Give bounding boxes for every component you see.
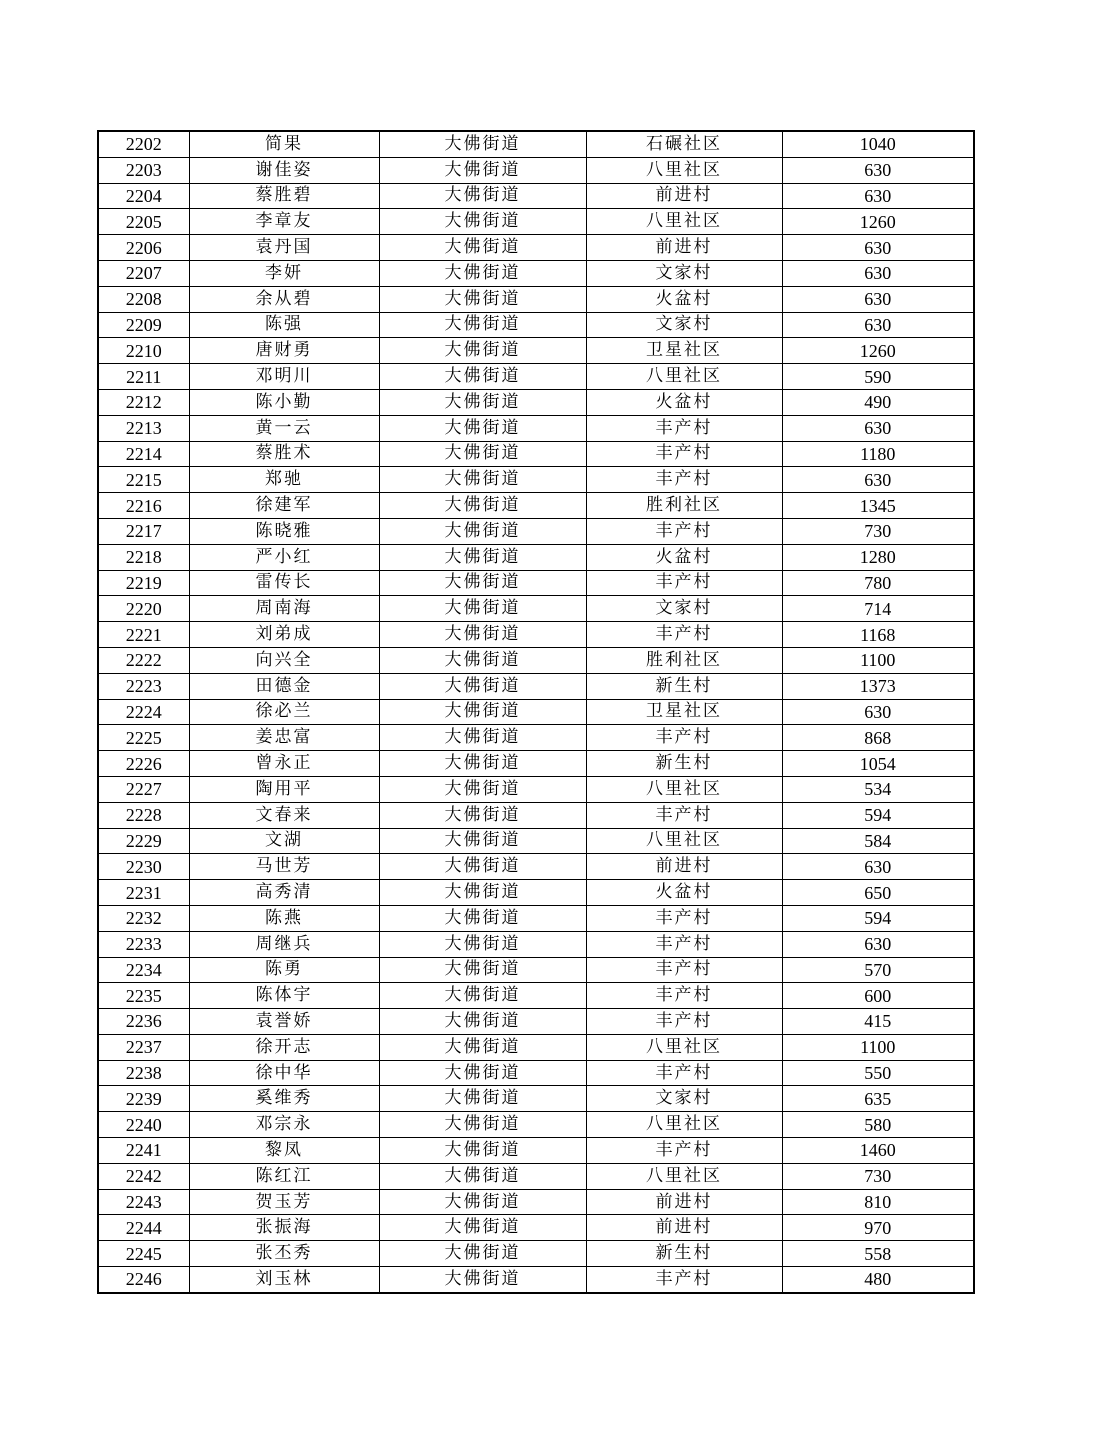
community-cell: 文家村: [586, 312, 782, 338]
street-cell: 大佛街道: [379, 983, 586, 1009]
community-cell: 前进村: [586, 854, 782, 880]
table-row: [98, 854, 974, 880]
row-number-cell: 2222: [98, 647, 189, 673]
row-number-cell: 2212: [98, 389, 189, 415]
row-number-cell: 2245: [98, 1241, 189, 1267]
amount-cell: 1460: [782, 1138, 974, 1164]
street-cell: 大佛街道: [379, 441, 586, 467]
name-cell: 文春来: [189, 802, 379, 828]
street-cell: 大佛街道: [379, 802, 586, 828]
row-number-cell: 2202: [98, 131, 189, 157]
amount-cell: 970: [782, 1215, 974, 1241]
table-row: [98, 209, 974, 235]
table-row: [98, 828, 974, 854]
table-row: [98, 1009, 974, 1035]
street-cell: 大佛街道: [379, 209, 586, 235]
street-cell: 大佛街道: [379, 260, 586, 286]
row-number-cell: 2208: [98, 286, 189, 312]
community-cell: 丰产村: [586, 1060, 782, 1086]
street-cell: 大佛街道: [379, 1241, 586, 1267]
community-cell: 胜利社区: [586, 493, 782, 519]
community-cell: 丰产村: [586, 983, 782, 1009]
amount-cell: 1345: [782, 493, 974, 519]
row-number-cell: 2238: [98, 1060, 189, 1086]
row-number-cell: 2216: [98, 493, 189, 519]
amount-cell: 590: [782, 364, 974, 390]
community-cell: 丰产村: [586, 518, 782, 544]
street-cell: 大佛街道: [379, 673, 586, 699]
community-cell: 八里社区: [586, 209, 782, 235]
name-cell: 李妍: [189, 260, 379, 286]
community-cell: 新生村: [586, 673, 782, 699]
name-cell: 徐中华: [189, 1060, 379, 1086]
community-cell: 前进村: [586, 1189, 782, 1215]
street-cell: 大佛街道: [379, 286, 586, 312]
community-cell: 丰产村: [586, 570, 782, 596]
row-number-cell: 2225: [98, 725, 189, 751]
street-cell: 大佛街道: [379, 518, 586, 544]
street-cell: 大佛街道: [379, 931, 586, 957]
community-cell: 八里社区: [586, 1163, 782, 1189]
name-cell: 陈体宇: [189, 983, 379, 1009]
row-number-cell: 2237: [98, 1034, 189, 1060]
name-cell: 李章友: [189, 209, 379, 235]
name-cell: 陶用平: [189, 776, 379, 802]
table-row: [98, 622, 974, 648]
amount-cell: 600: [782, 983, 974, 1009]
community-cell: 丰产村: [586, 802, 782, 828]
name-cell: 刘玉林: [189, 1267, 379, 1293]
community-cell: 丰产村: [586, 441, 782, 467]
amount-cell: 1280: [782, 544, 974, 570]
street-cell: 大佛街道: [379, 828, 586, 854]
row-number-cell: 2229: [98, 828, 189, 854]
row-number-cell: 2240: [98, 1112, 189, 1138]
table-row: [98, 699, 974, 725]
table-row: [98, 776, 974, 802]
name-cell: 刘弟成: [189, 622, 379, 648]
amount-cell: 1260: [782, 338, 974, 364]
row-number-cell: 2210: [98, 338, 189, 364]
table-row: [98, 596, 974, 622]
amount-cell: 550: [782, 1060, 974, 1086]
name-cell: 周继兵: [189, 931, 379, 957]
amount-cell: 480: [782, 1267, 974, 1293]
row-number-cell: 2217: [98, 518, 189, 544]
street-cell: 大佛街道: [379, 622, 586, 648]
street-cell: 大佛街道: [379, 1009, 586, 1035]
amount-cell: 534: [782, 776, 974, 802]
street-cell: 大佛街道: [379, 596, 586, 622]
table-row: [98, 905, 974, 931]
community-cell: 火盆村: [586, 544, 782, 570]
community-cell: 八里社区: [586, 776, 782, 802]
table-row: [98, 1112, 974, 1138]
street-cell: 大佛街道: [379, 493, 586, 519]
community-cell: 前进村: [586, 1215, 782, 1241]
amount-cell: 630: [782, 854, 974, 880]
amount-cell: 1180: [782, 441, 974, 467]
street-cell: 大佛街道: [379, 364, 586, 390]
row-number-cell: 2246: [98, 1267, 189, 1293]
name-cell: 严小红: [189, 544, 379, 570]
community-cell: 八里社区: [586, 1112, 782, 1138]
community-cell: 新生村: [586, 1241, 782, 1267]
street-cell: 大佛街道: [379, 235, 586, 261]
amount-cell: 714: [782, 596, 974, 622]
table-row: [98, 1060, 974, 1086]
row-number-cell: 2226: [98, 751, 189, 777]
row-number-cell: 2224: [98, 699, 189, 725]
street-cell: 大佛街道: [379, 1267, 586, 1293]
name-cell: 徐必兰: [189, 699, 379, 725]
row-number-cell: 2236: [98, 1009, 189, 1035]
table-row: [98, 389, 974, 415]
table-row: [98, 131, 974, 157]
name-cell: 陈勇: [189, 957, 379, 983]
community-cell: 丰产村: [586, 467, 782, 493]
name-cell: 陈强: [189, 312, 379, 338]
name-cell: 张振海: [189, 1215, 379, 1241]
row-number-cell: 2230: [98, 854, 189, 880]
name-cell: 唐财勇: [189, 338, 379, 364]
row-number-cell: 2213: [98, 415, 189, 441]
row-number-cell: 2214: [98, 441, 189, 467]
table-row: [98, 518, 974, 544]
amount-cell: 868: [782, 725, 974, 751]
street-cell: 大佛街道: [379, 1215, 586, 1241]
row-number-cell: 2243: [98, 1189, 189, 1215]
name-cell: 周南海: [189, 596, 379, 622]
table-row: [98, 1034, 974, 1060]
name-cell: 简果: [189, 131, 379, 157]
table-row: [98, 183, 974, 209]
community-cell: 前进村: [586, 183, 782, 209]
amount-cell: 630: [782, 931, 974, 957]
street-cell: 大佛街道: [379, 1189, 586, 1215]
name-cell: 袁誉娇: [189, 1009, 379, 1035]
community-cell: 丰产村: [586, 931, 782, 957]
table-row: [98, 286, 974, 312]
name-cell: 郑驰: [189, 467, 379, 493]
table-row: [98, 880, 974, 906]
street-cell: 大佛街道: [379, 776, 586, 802]
community-cell: 卫星社区: [586, 699, 782, 725]
street-cell: 大佛街道: [379, 725, 586, 751]
community-cell: 卫星社区: [586, 338, 782, 364]
name-cell: 邓宗永: [189, 1112, 379, 1138]
amount-cell: 1373: [782, 673, 974, 699]
amount-cell: 650: [782, 880, 974, 906]
table-row: [98, 312, 974, 338]
name-cell: 陈燕: [189, 905, 379, 931]
street-cell: 大佛街道: [379, 699, 586, 725]
name-cell: 田德金: [189, 673, 379, 699]
amount-cell: 630: [782, 467, 974, 493]
community-cell: 丰产村: [586, 957, 782, 983]
row-number-cell: 2233: [98, 931, 189, 957]
community-cell: 前进村: [586, 235, 782, 261]
table-row: [98, 157, 974, 183]
name-cell: 邓明川: [189, 364, 379, 390]
amount-cell: 584: [782, 828, 974, 854]
community-cell: 丰产村: [586, 1267, 782, 1293]
name-cell: 张丕秀: [189, 1241, 379, 1267]
amount-cell: 630: [782, 415, 974, 441]
table-row: [98, 364, 974, 390]
table-row: [98, 1138, 974, 1164]
street-cell: 大佛街道: [379, 389, 586, 415]
amount-cell: 630: [782, 157, 974, 183]
amount-cell: 1100: [782, 647, 974, 673]
row-number-cell: 2209: [98, 312, 189, 338]
row-number-cell: 2205: [98, 209, 189, 235]
street-cell: 大佛街道: [379, 1060, 586, 1086]
amount-cell: 1054: [782, 751, 974, 777]
street-cell: 大佛街道: [379, 1034, 586, 1060]
street-cell: 大佛街道: [379, 183, 586, 209]
table-row: [98, 415, 974, 441]
row-number-cell: 2242: [98, 1163, 189, 1189]
row-number-cell: 2234: [98, 957, 189, 983]
community-cell: 胜利社区: [586, 647, 782, 673]
table-row: [98, 1241, 974, 1267]
name-cell: 陈红江: [189, 1163, 379, 1189]
amount-cell: 558: [782, 1241, 974, 1267]
row-number-cell: 2223: [98, 673, 189, 699]
community-cell: 八里社区: [586, 364, 782, 390]
name-cell: 文湖: [189, 828, 379, 854]
table-row: [98, 441, 974, 467]
name-cell: 奚维秀: [189, 1086, 379, 1112]
community-cell: 丰产村: [586, 622, 782, 648]
table-row: [98, 235, 974, 261]
name-cell: 贺玉芳: [189, 1189, 379, 1215]
amount-cell: 630: [782, 260, 974, 286]
amount-cell: 630: [782, 312, 974, 338]
street-cell: 大佛街道: [379, 467, 586, 493]
amount-cell: 630: [782, 235, 974, 261]
amount-cell: 594: [782, 802, 974, 828]
street-cell: 大佛街道: [379, 647, 586, 673]
row-number-cell: 2232: [98, 905, 189, 931]
row-number-cell: 2215: [98, 467, 189, 493]
name-cell: 姜忠富: [189, 725, 379, 751]
community-cell: 新生村: [586, 751, 782, 777]
row-number-cell: 2211: [98, 364, 189, 390]
row-number-cell: 2227: [98, 776, 189, 802]
table-row: [98, 493, 974, 519]
community-cell: 火盆村: [586, 286, 782, 312]
community-cell: 八里社区: [586, 828, 782, 854]
name-cell: 黄一云: [189, 415, 379, 441]
row-number-cell: 2221: [98, 622, 189, 648]
amount-cell: 570: [782, 957, 974, 983]
row-number-cell: 2219: [98, 570, 189, 596]
amount-cell: 730: [782, 518, 974, 544]
amount-cell: 1168: [782, 622, 974, 648]
data-table: [97, 130, 975, 1294]
table-row: [98, 544, 974, 570]
street-cell: 大佛街道: [379, 854, 586, 880]
row-number-cell: 2218: [98, 544, 189, 570]
row-number-cell: 2220: [98, 596, 189, 622]
amount-cell: 810: [782, 1189, 974, 1215]
community-cell: 丰产村: [586, 1138, 782, 1164]
amount-cell: 630: [782, 183, 974, 209]
name-cell: 陈小勤: [189, 389, 379, 415]
community-cell: 火盆村: [586, 389, 782, 415]
row-number-cell: 2231: [98, 880, 189, 906]
amount-cell: 780: [782, 570, 974, 596]
street-cell: 大佛街道: [379, 1138, 586, 1164]
row-number-cell: 2207: [98, 260, 189, 286]
name-cell: 高秀清: [189, 880, 379, 906]
name-cell: 余从碧: [189, 286, 379, 312]
name-cell: 徐开志: [189, 1034, 379, 1060]
row-number-cell: 2228: [98, 802, 189, 828]
name-cell: 雷传长: [189, 570, 379, 596]
community-cell: 丰产村: [586, 725, 782, 751]
table-row: [98, 802, 974, 828]
community-cell: 丰产村: [586, 905, 782, 931]
amount-cell: 635: [782, 1086, 974, 1112]
community-cell: 八里社区: [586, 157, 782, 183]
amount-cell: 1040: [782, 131, 974, 157]
community-cell: 丰产村: [586, 415, 782, 441]
street-cell: 大佛街道: [379, 1163, 586, 1189]
community-cell: 石碾社区: [586, 131, 782, 157]
street-cell: 大佛街道: [379, 415, 586, 441]
name-cell: 曾永正: [189, 751, 379, 777]
amount-cell: 580: [782, 1112, 974, 1138]
amount-cell: 415: [782, 1009, 974, 1035]
table-body: [98, 131, 974, 1293]
street-cell: 大佛街道: [379, 312, 586, 338]
community-cell: 八里社区: [586, 1034, 782, 1060]
table-row: [98, 957, 974, 983]
row-number-cell: 2244: [98, 1215, 189, 1241]
table-row: [98, 983, 974, 1009]
table-row: [98, 338, 974, 364]
street-cell: 大佛街道: [379, 751, 586, 777]
table-row: [98, 260, 974, 286]
street-cell: 大佛街道: [379, 131, 586, 157]
amount-cell: 1100: [782, 1034, 974, 1060]
community-cell: 文家村: [586, 596, 782, 622]
table-row: [98, 1215, 974, 1241]
amount-cell: 1260: [782, 209, 974, 235]
row-number-cell: 2204: [98, 183, 189, 209]
row-number-cell: 2235: [98, 983, 189, 1009]
name-cell: 陈晓雅: [189, 518, 379, 544]
name-cell: 蔡胜碧: [189, 183, 379, 209]
community-cell: 文家村: [586, 1086, 782, 1112]
table-row: [98, 467, 974, 493]
row-number-cell: 2206: [98, 235, 189, 261]
table-row: [98, 1086, 974, 1112]
street-cell: 大佛街道: [379, 338, 586, 364]
table-row: [98, 570, 974, 596]
table-row: [98, 1163, 974, 1189]
amount-cell: 490: [782, 389, 974, 415]
street-cell: 大佛街道: [379, 1112, 586, 1138]
table-row: [98, 751, 974, 777]
street-cell: 大佛街道: [379, 957, 586, 983]
amount-cell: 730: [782, 1163, 974, 1189]
row-number-cell: 2203: [98, 157, 189, 183]
name-cell: 黎凤: [189, 1138, 379, 1164]
street-cell: 大佛街道: [379, 905, 586, 931]
amount-cell: 630: [782, 699, 974, 725]
table-row: [98, 673, 974, 699]
table-row: [98, 1189, 974, 1215]
row-number-cell: 2239: [98, 1086, 189, 1112]
community-cell: 火盆村: [586, 880, 782, 906]
name-cell: 谢佳姿: [189, 157, 379, 183]
table-row: [98, 725, 974, 751]
table-row: [98, 931, 974, 957]
community-cell: 丰产村: [586, 1009, 782, 1035]
street-cell: 大佛街道: [379, 570, 586, 596]
name-cell: 徐建军: [189, 493, 379, 519]
amount-cell: 630: [782, 286, 974, 312]
table-row: [98, 1267, 974, 1293]
street-cell: 大佛街道: [379, 880, 586, 906]
street-cell: 大佛街道: [379, 1086, 586, 1112]
community-cell: 文家村: [586, 260, 782, 286]
name-cell: 马世芳: [189, 854, 379, 880]
name-cell: 袁丹国: [189, 235, 379, 261]
street-cell: 大佛街道: [379, 544, 586, 570]
row-number-cell: 2241: [98, 1138, 189, 1164]
table-row: [98, 647, 974, 673]
name-cell: 蔡胜术: [189, 441, 379, 467]
name-cell: 向兴全: [189, 647, 379, 673]
street-cell: 大佛街道: [379, 157, 586, 183]
amount-cell: 594: [782, 905, 974, 931]
